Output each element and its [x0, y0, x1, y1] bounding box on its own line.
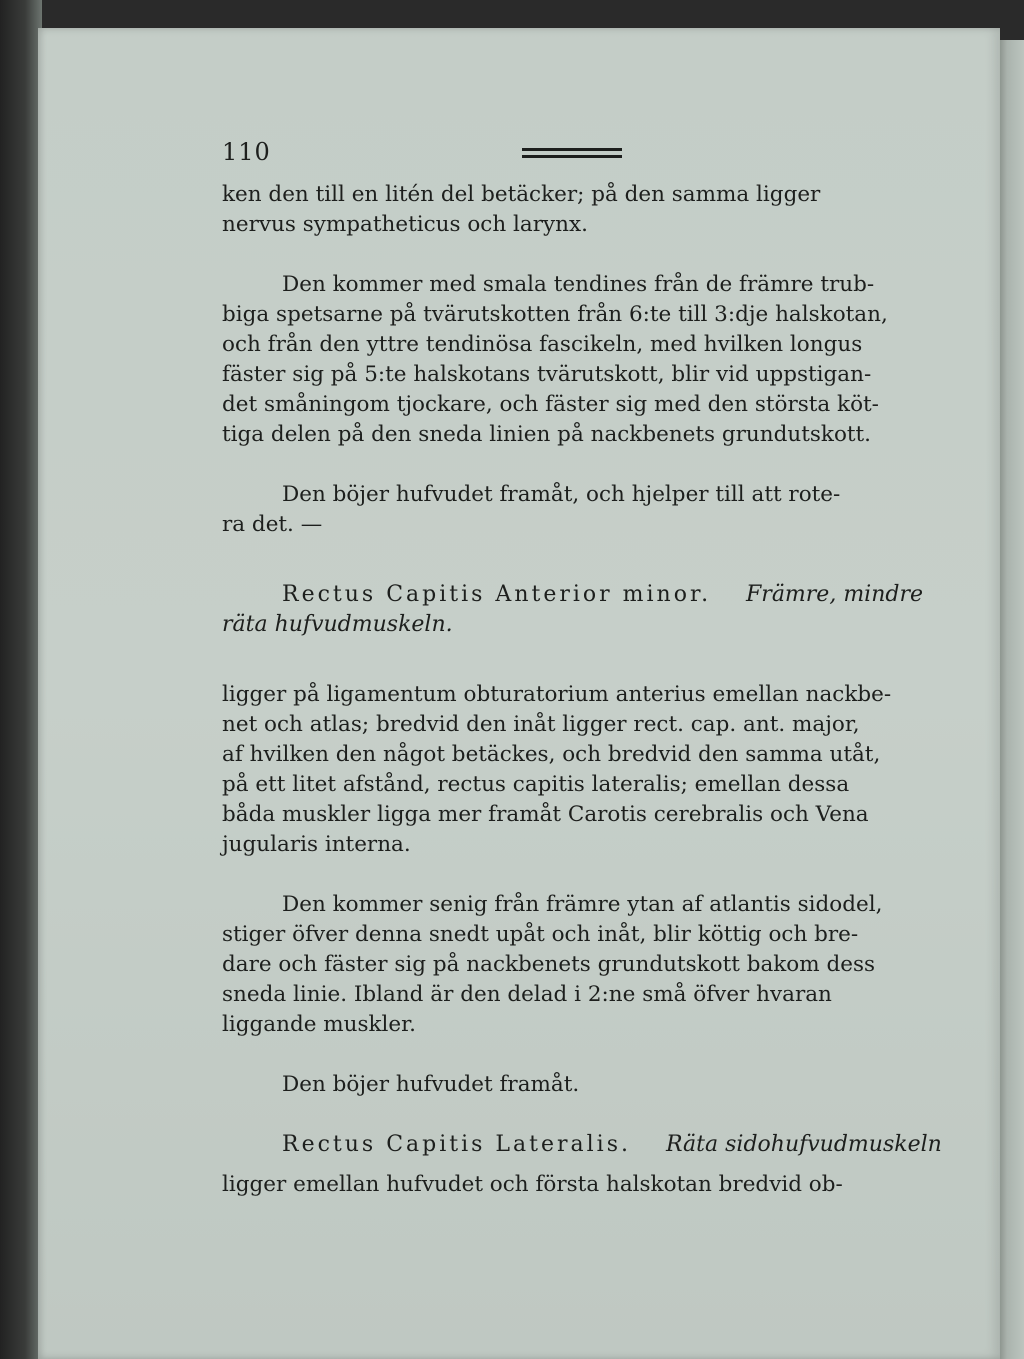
text-line: och från den yttre tendinösa fascikeln, med hvilken longus [222, 332, 863, 357]
heading-swedish-continued: räta hufvudmuskeln. [222, 612, 453, 637]
heading2-swedish: Räta sidohufvudmuskeln [665, 1132, 942, 1157]
book-gutter-left [0, 0, 42, 1359]
text-line: net och atlas; bredvid den inåt ligger rect. cap. ant. major, [222, 712, 860, 737]
text-line: ken den till en litén del betäcker; på den samma ligger [222, 182, 821, 207]
text-line: nervus sympatheticus och larynx. [222, 212, 588, 237]
page-number: 110 [222, 138, 271, 166]
text-line: ligger på ligamentum obturatorium anterius emellan nackbe- [222, 682, 892, 707]
text-line: det småningom tjockare, och fäster sig med den största köt- [222, 392, 879, 417]
page-body [222, 180, 952, 1200]
text-line: på ett litet afstånd, rectus capitis lateralis; emellan dessa [222, 772, 850, 797]
header-double-rule [522, 148, 622, 158]
text-line: fäster sig på 5:te halskotans tvärutskott, blir vid uppstigan- [222, 362, 872, 387]
text-line: ra det. — [222, 512, 323, 537]
text-line: jugularis interna. [222, 832, 411, 857]
text-line: biga spetsarne på tvärutskotten från 6:te till 3:dje halskotan, [222, 302, 888, 327]
text-line: sneda linie. Ibland är den delad i 2:ne små öfver hvaran [222, 982, 832, 1007]
heading-latin: Rectus Capitis Anterior minor. [282, 582, 712, 607]
heading-swedish: Främre, mindre [746, 582, 923, 607]
section-heading [222, 580, 952, 610]
text-line: liggande muskler. [222, 1012, 416, 1037]
section-heading-2 [222, 1130, 952, 1160]
text-line: stiger öfver denna snedt upåt och inåt, blir köttig och bre- [222, 922, 859, 947]
text-line: dare och fäster sig på nackbenets grundutskott bakom dess [222, 952, 876, 977]
text-line: båda muskler ligga mer framåt Carotis cerebralis och Vena [222, 802, 869, 827]
text-line: Den böjer hufvudet framåt. [282, 1072, 580, 1097]
text-line: Den kommer senig från främre ytan af atlantis sidodel, [282, 892, 883, 917]
text-line: Den kommer med smala tendines från de främre trub- [282, 272, 875, 297]
text-line: ligger emellan hufvudet och första halskotan bredvid ob- [222, 1172, 843, 1197]
text-line: af hvilken den något betäckes, och bredvid den samma utåt, [222, 742, 881, 767]
book-page-edge-right [996, 40, 1024, 1359]
text-line: Den böjer hufvudet framåt, och hjelper till att rote- [282, 482, 841, 507]
section-heading-continued [222, 610, 952, 640]
heading2-latin: Rectus Capitis Lateralis. [282, 1132, 632, 1157]
text-line: tiga delen på den sneda linien på nackbenets grundutskott. [222, 422, 871, 447]
